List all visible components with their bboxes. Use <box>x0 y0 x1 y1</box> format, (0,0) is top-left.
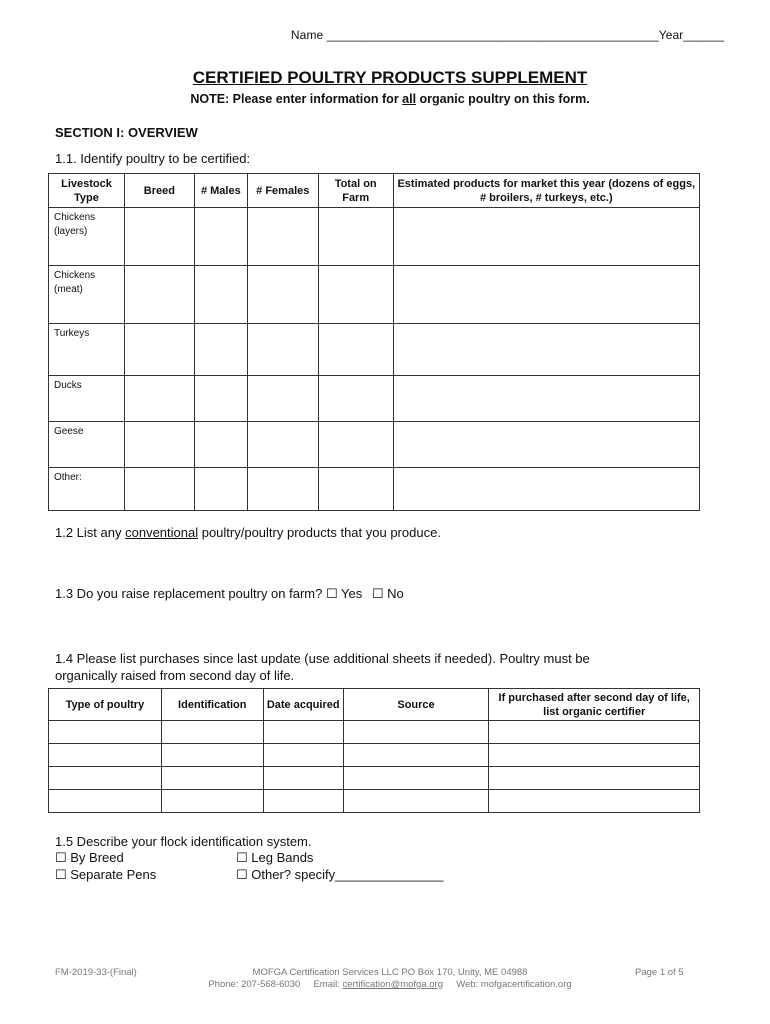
total-cell[interactable] <box>318 422 393 468</box>
type-cell[interactable] <box>49 744 162 767</box>
table-row <box>49 208 700 266</box>
total-cell[interactable] <box>318 468 393 511</box>
certifier-cell[interactable] <box>489 767 700 790</box>
q1-2-emphasis: conventional <box>125 525 199 540</box>
q1-4-line1: 1.4 Please list purchases since last update (use additional sheets if needed). Poultry must be <box>55 651 590 666</box>
breed-cell[interactable] <box>124 468 194 511</box>
question-1-2 <box>55 524 441 541</box>
footer-email-link[interactable]: certification@mofga.org <box>342 979 443 990</box>
row-label: Ducks <box>49 376 125 422</box>
other-checkbox[interactable]: ☐ Other? specify_______________ <box>236 867 444 882</box>
question-1-3 <box>55 585 404 602</box>
table-row <box>49 790 700 813</box>
col-breed: Breed <box>124 174 194 208</box>
col-type-of-poultry: Type of poultry <box>49 689 162 721</box>
males-cell[interactable] <box>194 208 247 266</box>
col-source: Source <box>343 689 489 721</box>
form-note <box>0 92 770 106</box>
yes-checkbox[interactable]: ☐ Yes <box>325 586 363 601</box>
total-cell[interactable] <box>318 266 393 324</box>
name-year-line <box>291 28 724 42</box>
leg-bands-checkbox[interactable]: ☐ Leg Bands <box>236 850 314 865</box>
row-label: Chickens (layers) <box>49 208 125 266</box>
breed-cell[interactable] <box>124 324 194 376</box>
type-cell[interactable] <box>49 767 162 790</box>
footer-org <box>180 967 600 991</box>
page-number: Page 1 of 5 <box>635 967 684 978</box>
estimate-cell[interactable] <box>393 266 699 324</box>
table-row <box>49 324 700 376</box>
question-1-1: 1.1. Identify poultry to be certified: <box>55 151 251 166</box>
total-cell[interactable] <box>318 208 393 266</box>
table-row <box>49 376 700 422</box>
females-cell[interactable] <box>247 376 318 422</box>
table-row <box>49 468 700 511</box>
certifier-cell[interactable] <box>489 744 700 767</box>
q1-2-prefix: 1.2 List any <box>55 525 126 540</box>
table-row <box>49 767 700 790</box>
name-label: Name <box>290 28 324 42</box>
estimate-cell[interactable] <box>393 324 699 376</box>
page-title: CERTIFIED POULTRY PRODUCTS SUPPLEMENT <box>192 68 588 87</box>
males-cell[interactable] <box>194 324 247 376</box>
type-cell[interactable] <box>49 721 162 744</box>
males-cell[interactable] <box>194 266 247 324</box>
year-label: Year <box>658 28 684 42</box>
date-cell[interactable] <box>263 790 343 813</box>
source-cell[interactable] <box>343 790 489 813</box>
breed-cell[interactable] <box>124 208 194 266</box>
no-checkbox[interactable]: ☐ No <box>371 586 404 601</box>
table-row <box>49 266 700 324</box>
total-cell[interactable] <box>318 376 393 422</box>
note-suffix: organic poultry on this form. <box>416 92 590 106</box>
form-id: FM-2019-33-(Final) <box>55 967 137 978</box>
estimate-cell[interactable] <box>393 208 699 266</box>
footer-org-line: MOFGA Certification Services LLC PO Box 170, Unity, ME 04988 <box>252 967 528 978</box>
date-cell[interactable] <box>263 767 343 790</box>
q1-2-suffix: poultry/poultry products that you produce. <box>198 525 441 540</box>
table-row <box>49 744 700 767</box>
source-cell[interactable] <box>343 721 489 744</box>
poultry-table-header <box>49 174 700 208</box>
table-row <box>49 721 700 744</box>
certifier-cell[interactable] <box>489 790 700 813</box>
row-label: Chickens (meat) <box>49 266 125 324</box>
col-estimated-products: Estimated products for market this year (dozens of eggs, # broilers, # turkeys, etc.) <box>393 174 699 208</box>
col-total-on-farm: Total on Farm <box>318 174 393 208</box>
females-cell[interactable] <box>247 208 318 266</box>
table-row <box>49 422 700 468</box>
females-cell[interactable] <box>247 468 318 511</box>
purchases-table-header <box>49 689 700 721</box>
col-females: # Females <box>247 174 318 208</box>
id-cell[interactable] <box>161 721 263 744</box>
name-blank[interactable]: _________________________________________________ <box>326 28 659 42</box>
breed-cell[interactable] <box>124 422 194 468</box>
row-label: Turkeys <box>49 324 125 376</box>
question-1-5: 1.5 Describe your flock identification system. <box>55 834 312 849</box>
date-cell[interactable] <box>263 721 343 744</box>
q1-4-line2: organically raised from second day of life. <box>55 668 295 683</box>
by-breed-checkbox[interactable]: ☐ By Breed <box>55 850 124 865</box>
purchases-table <box>48 688 700 813</box>
col-livestock-type: Livestock Type <box>49 174 125 208</box>
type-cell[interactable] <box>49 790 162 813</box>
females-cell[interactable] <box>247 422 318 468</box>
col-date-acquired: Date acquired <box>263 689 343 721</box>
certifier-cell[interactable] <box>489 721 700 744</box>
source-cell[interactable] <box>343 767 489 790</box>
q1-3-text: 1.3 Do you raise replacement poultry on farm? <box>55 586 323 601</box>
col-identification: Identification <box>161 689 263 721</box>
separate-pens-checkbox[interactable]: ☐ Separate Pens <box>55 867 157 882</box>
females-cell[interactable] <box>247 324 318 376</box>
footer-email-label: Email: <box>313 979 343 990</box>
section-heading: SECTION I: OVERVIEW <box>55 125 198 140</box>
row-label: Geese <box>49 422 125 468</box>
poultry-table <box>48 173 700 511</box>
males-cell[interactable] <box>194 422 247 468</box>
footer-web: Web: mofgacertification.org <box>456 979 572 990</box>
col-organic-certifier: If purchased after second day of life, list organic certifier <box>489 689 700 721</box>
total-cell[interactable] <box>318 324 393 376</box>
id-cell[interactable] <box>161 767 263 790</box>
date-cell[interactable] <box>263 744 343 767</box>
year-blank[interactable]: ______ <box>683 28 724 42</box>
females-cell[interactable] <box>247 266 318 324</box>
question-1-4 <box>55 650 590 684</box>
note-emphasis: all <box>402 92 417 106</box>
estimate-cell[interactable] <box>393 422 699 468</box>
row-label: Other: <box>49 468 125 511</box>
col-males: # Males <box>194 174 247 208</box>
males-cell[interactable] <box>194 376 247 422</box>
males-cell[interactable] <box>194 468 247 511</box>
source-cell[interactable] <box>343 744 489 767</box>
id-cell[interactable] <box>161 744 263 767</box>
breed-cell[interactable] <box>124 266 194 324</box>
breed-cell[interactable] <box>124 376 194 422</box>
footer-contact-line <box>180 979 600 991</box>
footer-phone: Phone: 207-568-6030 <box>208 979 301 990</box>
estimate-cell[interactable] <box>393 376 699 422</box>
id-cell[interactable] <box>161 790 263 813</box>
estimate-cell[interactable] <box>393 468 699 511</box>
note-prefix: NOTE: Please enter information for <box>190 92 403 106</box>
